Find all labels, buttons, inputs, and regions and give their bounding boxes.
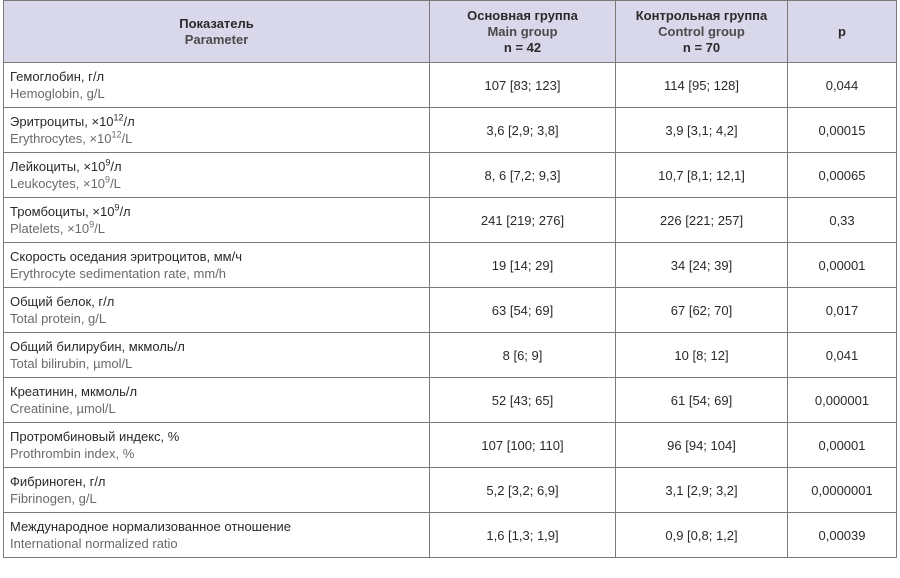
parameter-name-en: Prothrombin index, % [10,446,135,461]
table-row [4,288,897,333]
parameter-name-ru-text: Лейкоциты, ×10 [10,159,106,174]
p-value: 0,00001 [788,423,897,468]
main-group-value: 241 [219; 276] [430,198,616,243]
parameter-name-en: Creatinine, µmol/L [10,401,116,416]
table-row [4,468,897,513]
parameter-name-en [10,130,429,147]
parameter-name-ru: Фибриноген, г/л [10,474,106,489]
header-control-en: Control group [658,23,745,39]
p-value: 0,33 [788,198,897,243]
parameter-name-en: Hemoglobin, g/L [10,86,105,101]
parameter-name-en-unit: /L [121,131,133,146]
table-row [4,378,897,423]
header-row [4,1,897,63]
control-group-value: 67 [62; 70] [616,288,788,333]
parameter-name-ru: Скорость оседания эритроцитов, мм/ч [10,249,243,264]
parameter-name-ru-exponent: 12 [113,112,124,123]
table-row [4,513,897,558]
parameter-cell [4,333,430,378]
parameter-name-en-unit: /L [110,176,121,191]
header-p-label: p [838,23,846,39]
parameter-name-ru: Общий белок, г/л [10,294,115,309]
parameter-name-en: Total bilirubin, µmol/L [10,356,133,371]
table-header [4,1,897,63]
main-group-value: 19 [14; 29] [430,243,616,288]
p-value: 0,0000001 [788,468,897,513]
header-parameter [4,1,430,63]
parameter-name-en: International normalized ratio [10,536,178,551]
parameter-name-en-unit: /L [94,221,105,236]
parameter-cell [4,108,430,153]
parameter-name-en: Total protein, g/L [10,311,107,326]
parameter-name-en-text: Leukocytes, ×10 [10,176,106,191]
parameter-name-en-exponent: 9 [89,219,95,230]
main-group-value: 52 [43; 65] [430,378,616,423]
main-group-value: 3,6 [2,9; 3,8] [430,108,616,153]
p-value: 0,000001 [788,378,897,423]
parameter-cell [4,198,430,243]
parameter-cell [4,423,430,468]
parameter-name-ru [10,113,429,130]
control-group-value: 61 [54; 69] [616,378,788,423]
header-main-group [430,1,616,63]
parameter-name-en-exponent: 12 [111,129,122,140]
parameter-cell [4,153,430,198]
header-parameter-en: Parameter [184,31,249,47]
header-p-value [788,1,897,63]
parameter-name-ru [10,203,429,220]
main-group-value: 1,6 [1,3; 1,9] [430,513,616,558]
control-group-value: 10 [8; 12] [616,333,788,378]
header-control-ru: Контрольная группа [635,7,768,23]
control-group-value: 3,1 [2,9; 3,2] [616,468,788,513]
p-value: 0,00015 [788,108,897,153]
table-row [4,243,897,288]
header-control-group [616,1,788,63]
parameter-name-ru: Международное нормализованное отношение [10,519,292,534]
table-body [4,63,897,558]
parameter-name-en-text: Platelets, ×10 [10,221,90,236]
parameter-cell [4,468,430,513]
header-main-n: n = 42 [503,39,542,55]
parameter-name-ru: Гемоглобин, г/л [10,69,105,84]
control-group-value: 34 [24; 39] [616,243,788,288]
control-group-value: 114 [95; 128] [616,63,788,108]
parameter-name-ru: Общий билирубин, мкмоль/л [10,339,185,354]
parameter-name-en [10,220,429,237]
parameter-name-ru: Протромбиновый индекс, % [10,429,180,444]
control-group-value: 3,9 [3,1; 4,2] [616,108,788,153]
table-row [4,63,897,108]
main-group-value: 8 [6; 9] [430,333,616,378]
parameter-name-ru-text: Эритроциты, ×10 [10,114,114,129]
p-value: 0,041 [788,333,897,378]
header-main-en: Main group [487,23,558,39]
parameter-cell [4,243,430,288]
p-value: 0,00039 [788,513,897,558]
parameter-name-en: Fibrinogen, g/L [10,491,97,506]
parameter-cell [4,378,430,423]
p-value: 0,00065 [788,153,897,198]
main-group-value: 107 [100; 110] [430,423,616,468]
parameter-name-ru-unit: /л [123,114,135,129]
main-group-value: 107 [83; 123] [430,63,616,108]
parameter-name-en: Erythrocyte sedimentation rate, mm/h [10,266,227,281]
parameter-cell [4,288,430,333]
parameter-cell [4,63,430,108]
table-row [4,333,897,378]
table-row [4,153,897,198]
table-row [4,198,897,243]
main-group-value: 8, 6 [7,2; 9,3] [430,153,616,198]
parameter-name-en-text: Erythrocytes, ×10 [10,131,112,146]
control-group-value: 226 [221; 257] [616,198,788,243]
table-row [4,423,897,468]
header-parameter-ru: Показатель [179,15,254,31]
parameter-name-en-exponent: 9 [105,174,111,185]
parameter-name-ru [10,158,429,175]
parameter-name-ru-unit: /л [110,159,122,174]
parameter-name-en [10,175,429,192]
control-group-value: 96 [94; 104] [616,423,788,468]
control-group-value: 0,9 [0,8; 1,2] [616,513,788,558]
parameter-name-ru-unit: /л [119,204,131,219]
table-row [4,108,897,153]
header-control-n: n = 70 [682,39,721,55]
p-value: 0,00001 [788,243,897,288]
parameter-name-ru-exponent: 9 [105,157,111,168]
parameter-name-ru: Креатинин, мкмоль/л [10,384,138,399]
control-group-value: 10,7 [8,1; 12,1] [616,153,788,198]
p-value: 0,044 [788,63,897,108]
lab-parameters-table [3,0,897,558]
main-group-value: 63 [54; 69] [430,288,616,333]
header-main-ru: Основная группа [467,7,578,23]
parameter-name-ru-text: Тромбоциты, ×10 [10,204,115,219]
main-group-value: 5,2 [3,2; 6,9] [430,468,616,513]
parameter-cell [4,513,430,558]
parameter-name-ru-exponent: 9 [114,202,120,213]
p-value: 0,017 [788,288,897,333]
